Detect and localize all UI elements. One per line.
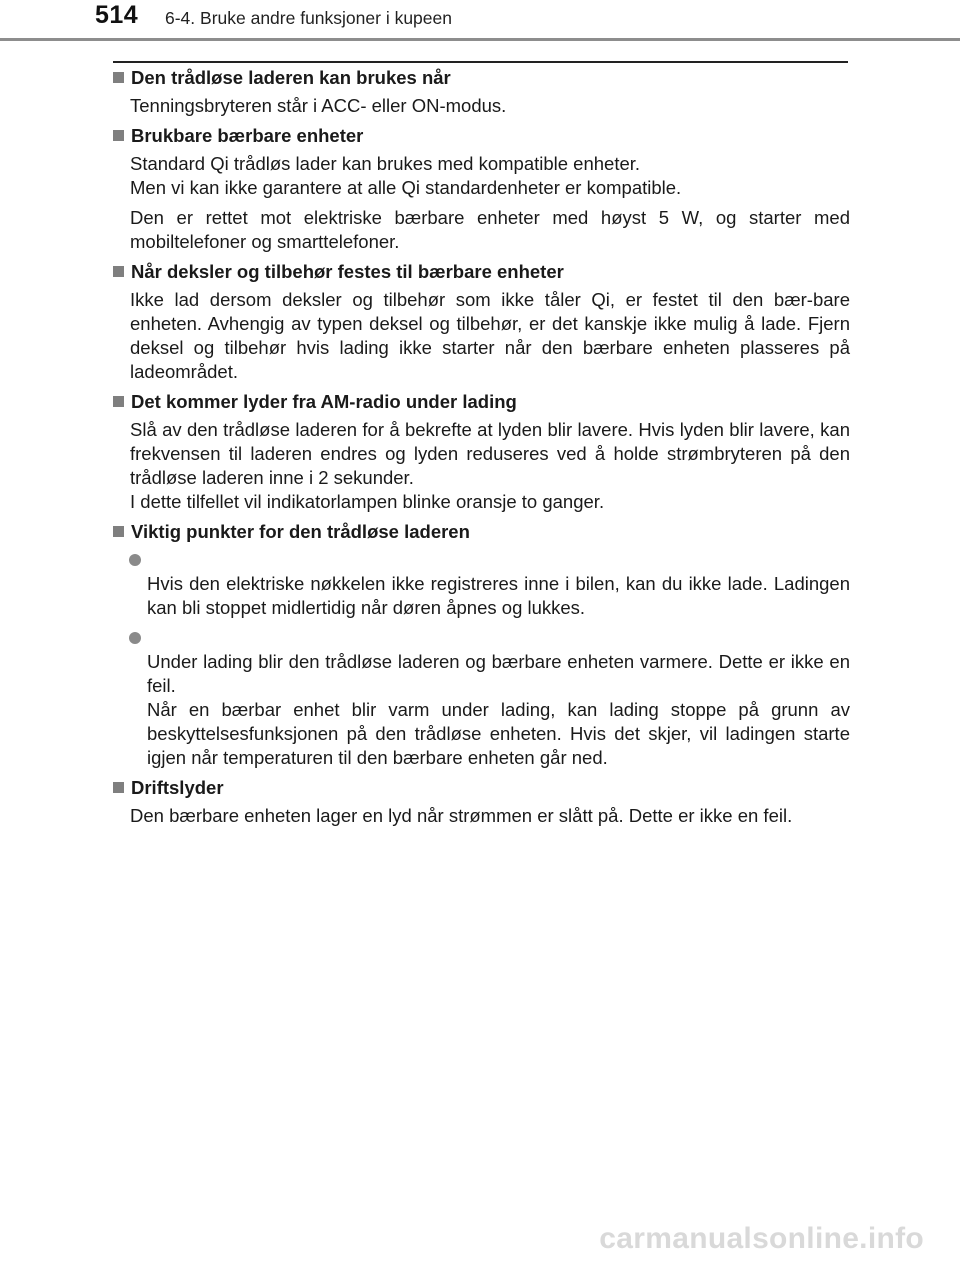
square-bullet-icon bbox=[113, 72, 124, 83]
header-divider bbox=[0, 38, 960, 41]
square-bullet-icon bbox=[113, 396, 124, 407]
list-item-text: Hvis den elektriske nøkkelen ikke registreres inne i bilen, kan du ikke lade. Ladingen kan bli stoppet midlertidig når døren åpnes og lukkes. bbox=[147, 573, 850, 618]
section-heading bbox=[113, 776, 850, 800]
section-heading-text: Når deksler og tilbehør festes til bærbare enheter bbox=[131, 261, 564, 282]
square-bullet-icon bbox=[113, 782, 124, 793]
section-usable-devices bbox=[113, 124, 850, 254]
circle-bullet-icon bbox=[129, 554, 141, 566]
paragraph: Ikke lad dersom deksler og tilbehør som ikke tåler Qi, er festet til den bær-bare enheten. Avhengig av typen deksel og tilbehør, er det kanskje ikke mulig å lade. Fjern deksel og tilbehør hvis lading ikke starter når den bærbare enheten plasseres på ladeområdet. bbox=[130, 289, 850, 382]
list-item bbox=[113, 548, 850, 620]
section-heading-text: Brukbare bærbare enheter bbox=[131, 125, 364, 146]
circle-bullet-icon bbox=[129, 632, 141, 644]
section-heading-text: Den trådløse laderen kan brukes når bbox=[131, 67, 451, 88]
section-title: 6-4. Bruke andre funksjoner i kupeen bbox=[165, 8, 452, 28]
section-heading bbox=[113, 390, 850, 414]
paragraph: Tenningsbryteren står i ACC- eller ON-modus. bbox=[130, 95, 507, 116]
list-item-text: Under lading blir den trådløse laderen og bærbare enheten varmere. Dette er ikke en feil. Når en bærbar enhet blir varm under lading, kan lading stoppe på grunn av beskyttelsesfunksjonen på den trådløse enheten. Hvis det skjer, vil ladingen starte igjen når temperaturen til den bærbare enheten går ned. bbox=[147, 651, 850, 768]
watermark: carmanualsonline.info bbox=[599, 1222, 924, 1255]
section-covers-accessories bbox=[113, 260, 850, 384]
section-heading-text: Det kommer lyder fra AM-radio under lading bbox=[131, 391, 517, 412]
content-body bbox=[113, 66, 850, 834]
paragraph: Den er rettet mot elektriske bærbare enheter med høyst 5 W, og starter med mobiltelefoner og smarttelefoner. bbox=[130, 207, 850, 252]
square-bullet-icon bbox=[113, 266, 124, 277]
section-heading bbox=[113, 66, 850, 90]
section-heading-text: Viktig punkter for den trådløse laderen bbox=[131, 521, 470, 542]
page-number: 514 bbox=[95, 1, 139, 29]
section-heading bbox=[113, 260, 850, 284]
square-bullet-icon bbox=[113, 526, 124, 537]
square-bullet-icon bbox=[113, 130, 124, 141]
section-heading bbox=[113, 520, 850, 544]
paragraph: Standard Qi trådløs lader kan brukes med kompatible enheter. Men vi kan ikke garantere at alle Qi standardenheter er kompatible. bbox=[130, 153, 682, 198]
content-top-divider bbox=[113, 61, 848, 63]
page-header bbox=[0, 0, 960, 40]
section-important-points bbox=[113, 520, 850, 770]
list-item bbox=[113, 626, 850, 770]
paragraph: Slå av den trådløse laderen for å bekrefte at lyden blir lavere. Hvis lyden blir lavere, kan frekvensen til laderen endres og lyden reduseres ved å holde strømbryteren på den trådløse laderen inne i 2 sekunder. I dette tilfellet vil indikatorlampen blinke oransje to ganger. bbox=[130, 419, 850, 512]
paragraph: Den bærbare enheten lager en lyd når strømmen er slått på. Dette er ikke en feil. bbox=[130, 805, 793, 826]
section-when-usable bbox=[113, 66, 850, 118]
section-heading bbox=[113, 124, 850, 148]
section-am-radio-noise bbox=[113, 390, 850, 514]
section-heading-text: Driftslyder bbox=[131, 777, 224, 798]
section-operating-sounds bbox=[113, 776, 850, 828]
